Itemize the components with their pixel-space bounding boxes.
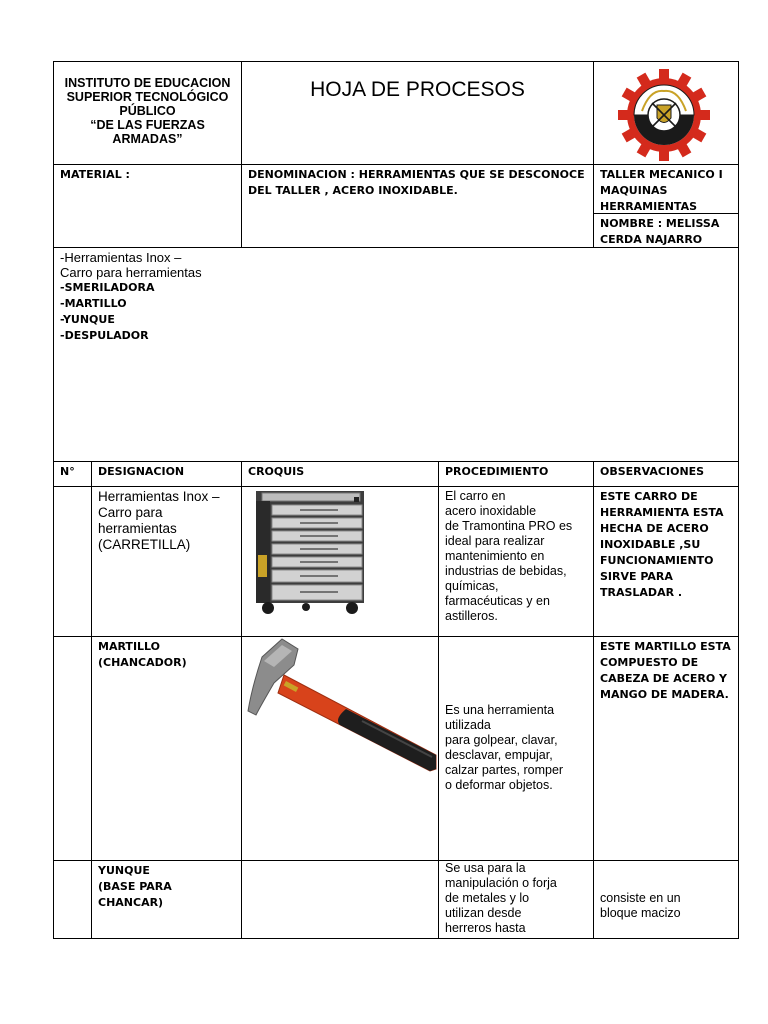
tools-list-item: -DESPULADOR bbox=[60, 329, 149, 342]
procedimiento-line: Es una herramienta bbox=[445, 703, 555, 717]
taller-line: TALLER MECANICO I bbox=[600, 168, 723, 181]
procedimiento-line: El carro en bbox=[445, 489, 506, 503]
institute-line: “DE LAS FUERZAS bbox=[90, 118, 205, 132]
row3-designacion bbox=[91, 860, 242, 939]
material-label: MATERIAL : bbox=[60, 168, 130, 181]
row3-observaciones bbox=[593, 860, 739, 939]
procedimiento-line: o deformar objetos. bbox=[445, 778, 553, 792]
nombre-line: NOMBRE : MELISSA bbox=[600, 217, 720, 230]
observaciones-line: TRASLADAR . bbox=[600, 586, 683, 599]
nombre-cell bbox=[593, 213, 739, 248]
procedimiento-line: mantenimiento en bbox=[445, 549, 545, 563]
procedimiento-line: de Tramontina PRO es bbox=[445, 519, 573, 533]
denominacion-cell bbox=[241, 164, 594, 248]
observaciones-line: ESTE MARTILLO ESTA bbox=[600, 640, 731, 653]
taller-line: HERRAMIENTAS bbox=[600, 200, 698, 213]
row1-designacion bbox=[91, 486, 242, 637]
header-num bbox=[53, 461, 92, 487]
logo-cell bbox=[593, 61, 739, 165]
procedimiento-line: utilizan desde bbox=[445, 906, 522, 920]
header-observaciones bbox=[593, 461, 739, 487]
gear-icon bbox=[618, 69, 710, 161]
institute-line: INSTITUTO DE EDUCACION bbox=[64, 76, 231, 90]
header-num-text: N° bbox=[60, 465, 75, 478]
row2-observaciones bbox=[593, 636, 739, 861]
header-designacion-text: DESIGNACION bbox=[98, 465, 185, 478]
row1-num bbox=[53, 486, 92, 637]
tools-list bbox=[53, 247, 739, 462]
observaciones-line: FUNCIONAMIENTO bbox=[600, 554, 714, 567]
header-designacion bbox=[91, 461, 242, 487]
tools-list-item: -SMERILADORA bbox=[60, 281, 155, 294]
designacion-line: Carro para bbox=[98, 505, 163, 520]
institute-logo bbox=[594, 62, 739, 165]
procedimiento-line: de metales y lo bbox=[445, 891, 530, 905]
hammer-image bbox=[242, 637, 438, 860]
row3-procedimiento bbox=[438, 860, 594, 939]
nombre-line: CERDA NAJARRO bbox=[600, 233, 703, 246]
observaciones-line: CABEZA DE ACERO Y bbox=[600, 672, 727, 685]
procedimiento-line: astilleros. bbox=[445, 609, 498, 623]
institute-line: SUPERIOR TECNOLÓGICO bbox=[66, 90, 229, 104]
taller-line: MAQUINAS bbox=[600, 184, 668, 197]
tools-list-line: Carro para herramientas bbox=[60, 265, 202, 280]
procedimiento-line: Se usa para la bbox=[445, 861, 526, 875]
row2-designacion bbox=[91, 636, 242, 861]
row2-croquis bbox=[241, 636, 439, 861]
procedimiento-line: herreros hasta bbox=[445, 921, 526, 935]
row3-num bbox=[53, 860, 92, 939]
procedimiento-line: desclavar, empujar, bbox=[445, 748, 553, 762]
designacion-line: herramientas bbox=[98, 521, 177, 536]
observaciones-line: HECHA DE ACERO bbox=[600, 522, 709, 535]
procedimiento-line: manipulación o forja bbox=[445, 876, 557, 890]
taller-cell bbox=[593, 164, 739, 214]
row1-croquis bbox=[241, 486, 439, 637]
header-croquis-text: CROQUIS bbox=[248, 465, 305, 478]
procedimiento-line: farmacéuticas y en bbox=[445, 594, 550, 608]
row2-procedimiento bbox=[438, 636, 594, 861]
denominacion-line: DENOMINACION : HERRAMIENTAS QUE SE DESCONOCE bbox=[248, 168, 585, 181]
designacion-line: (CHANCADOR) bbox=[98, 656, 187, 669]
institute-name bbox=[53, 61, 242, 165]
designacion-line: (BASE PARA CHANCAR) bbox=[98, 880, 176, 909]
denominacion-line: DEL TALLER , ACERO INOXIDABLE. bbox=[248, 184, 458, 197]
procedimiento-line: acero inoxidable bbox=[445, 504, 537, 518]
material-cell bbox=[53, 164, 242, 248]
observaciones-line: SIRVE PARA bbox=[600, 570, 673, 583]
row2-num bbox=[53, 636, 92, 861]
institute-line: PÚBLICO bbox=[119, 104, 176, 118]
tools-list-item: -YUNQUE bbox=[60, 313, 115, 326]
header-observaciones-text: OBSERVACIONES bbox=[600, 465, 705, 478]
procedimiento-line: químicas, bbox=[445, 579, 499, 593]
designacion-line: MARTILLO bbox=[98, 640, 161, 653]
row1-observaciones bbox=[593, 486, 739, 637]
procedimiento-line: utilizada bbox=[445, 718, 491, 732]
procedimiento-line: calzar partes, romper bbox=[445, 763, 564, 777]
header-procedimiento-text: PROCEDIMIENTO bbox=[445, 465, 549, 478]
row1-procedimiento bbox=[438, 486, 594, 637]
tools-list-line: -Herramientas Inox – bbox=[60, 250, 182, 265]
procedimiento-line: ideal para realizar bbox=[445, 534, 545, 548]
procedimiento-line: industrias de bebidas, bbox=[445, 564, 567, 578]
row3-croquis bbox=[241, 860, 439, 939]
observaciones-line: COMPUESTO DE bbox=[600, 656, 699, 669]
procedimiento-line: para golpear, clavar, bbox=[445, 733, 558, 747]
header-croquis bbox=[241, 461, 439, 487]
tool-cart-image bbox=[242, 487, 438, 636]
observaciones-line: ESTE CARRO DE bbox=[600, 490, 698, 503]
page-title bbox=[241, 61, 594, 165]
observaciones-line: bloque macizo bbox=[600, 906, 681, 920]
page-title-text: HOJA DE PROCESOS bbox=[310, 78, 525, 101]
header-procedimiento bbox=[438, 461, 594, 487]
tools-list-item: -MARTILLO bbox=[60, 297, 127, 310]
observaciones-line: HERRAMIENTA ESTA bbox=[600, 506, 724, 519]
designacion-line: Herramientas Inox – bbox=[98, 489, 220, 504]
institute-line: ARMADAS” bbox=[112, 132, 183, 146]
observaciones-line: MANGO DE MADERA. bbox=[600, 688, 729, 701]
observaciones-line: consiste en un bbox=[600, 891, 681, 905]
designacion-line: YUNQUE bbox=[98, 864, 150, 877]
designacion-line: (CARRETILLA) bbox=[98, 537, 191, 552]
observaciones-line: INOXIDABLE ,SU bbox=[600, 538, 701, 551]
